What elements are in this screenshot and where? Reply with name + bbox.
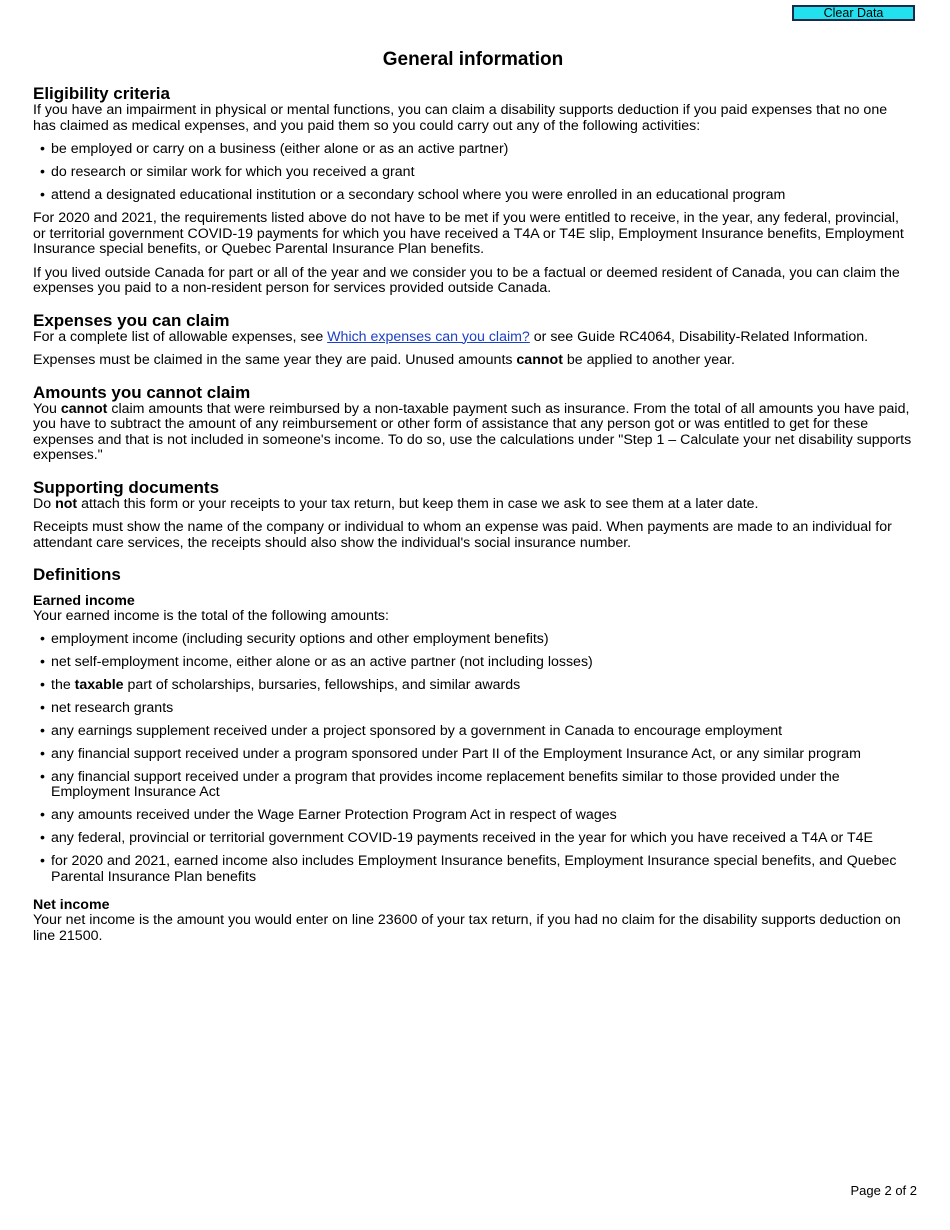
document-body <box>33 48 913 959</box>
eligibility-intro: If you have an impairment in physical or mental functions, you can claim a disability supports deduction if you paid expenses that no one has claimed as medical expenses, and you paid them so you could carry out any of the following activities: <box>33 102 888 134</box>
which-expenses-link[interactable]: Which expenses can you claim? <box>327 328 530 345</box>
eligibility-section <box>33 85 913 297</box>
clear-data-button[interactable]: Clear Data <box>792 5 915 21</box>
list-item: • net self-employment income, either alone or as an active partner (not including losses) <box>40 653 593 670</box>
list-item: • net research grants <box>40 699 174 716</box>
expenses-same-year-note: Expenses must be claimed in the same year they are paid. Unused amounts cannot be applied to another year. <box>33 352 735 368</box>
list-item: • any earnings supplement received under a project sponsored by a government in Canada to encourage employment <box>40 722 783 739</box>
expenses-section <box>33 312 913 369</box>
list-item: • for 2020 and 2021, earned income also includes Employment Insurance benefits, Employment Insurance special benefits, and Quebec Parental Insurance Plan benefits <box>40 853 897 885</box>
definitions-heading: Definitions <box>33 565 121 584</box>
definitions-section <box>33 566 913 944</box>
list-item: • attend a designated educational institution or a secondary school where you were enrolled in an educational program <box>40 187 786 203</box>
net-income-heading: Net income <box>33 897 110 913</box>
earned-income-intro: Your earned income is the total of the following amounts: <box>33 608 389 624</box>
earned-income-heading: Earned income <box>33 593 135 609</box>
expenses-heading: Expenses you can claim <box>33 310 230 330</box>
net-income-text: Your net income is the amount you would enter on line 23600 of your tax return, if you had no claim for the disability supports deduction on line 21500. <box>33 912 901 944</box>
outside-canada-note: If you lived outside Canada for part or all of the year and we consider you to be a factual or deemed resident of Canada, you can claim the expenses you paid to a non-resident person for services provided outside Canada. <box>33 264 900 296</box>
cannot-claim-heading: Amounts you cannot claim <box>33 382 251 402</box>
cannot-claim-text: You cannot claim amounts that were reimbursed by a non-taxable payment such as insurance. From the total of all amounts you have paid, you have to subtract the amount of any reimbursement or other form of assistance that any person got or was entitled to get for these expenses and that is not included in someone's income. To do so, use the calculations under "Step 1 – Calculate your net disability supports expenses." <box>33 400 912 463</box>
list-item: • the taxable part of scholarships, bursaries, fellowships, and similar awards <box>40 676 521 693</box>
list-item: • be employed or carry on a business (either alone or as an active partner) <box>40 141 509 157</box>
covid-note: For 2020 and 2021, the requirements listed above do not have to be met if you were entitled to receive, in the year, any federal, provincial, or territorial government COVID-19 payments for which you have received a T4A or T4E slip, Employment Insurance benefits, Employment Insurance special benefits, or Quebec Parental Insurance Plan benefits. <box>33 210 904 257</box>
supporting-section <box>33 479 913 552</box>
list-item: • any financial support received under a program that provides income replacement benefits similar to those provided under the Employment Insurance Act <box>40 768 840 800</box>
page-title: General information <box>382 49 564 70</box>
list-item: • any federal, provincial or territorial government COVID-19 payments received in the year for which you have received a T4A or T4E <box>40 830 873 846</box>
earned-income-list <box>33 632 913 886</box>
cannot-claim-section <box>33 384 913 464</box>
list-item: • do research or similar work for which you received a grant <box>40 164 415 180</box>
eligibility-list <box>33 142 913 204</box>
page-number: Page 2 of 2 <box>850 1183 917 1198</box>
list-item: • any amounts received under the Wage Earner Protection Program Act in respect of wages <box>40 807 617 823</box>
expenses-list-reference: For a complete list of allowable expenses, see Which expenses can you claim? or see Guide RC4064, Disability-Related Information. <box>33 328 869 345</box>
list-item: • any financial support received under a program sponsored under Part II of the Employment Insurance Act, or any similar program <box>40 745 861 762</box>
eligibility-heading: Eligibility criteria <box>33 84 170 103</box>
supporting-attach-note: Do not attach this form or your receipts to your tax return, but keep them in case we ask to see them at a later date. <box>33 495 759 512</box>
supporting-heading: Supporting documents <box>33 477 220 497</box>
supporting-receipts-note: Receipts must show the name of the company or individual to whom an expense was paid. When payments are made to an individual for attendant care services, the receipts should also show the individual's social insurance number. <box>33 519 892 551</box>
list-item: • employment income (including security options and other employment benefits) <box>40 630 549 647</box>
